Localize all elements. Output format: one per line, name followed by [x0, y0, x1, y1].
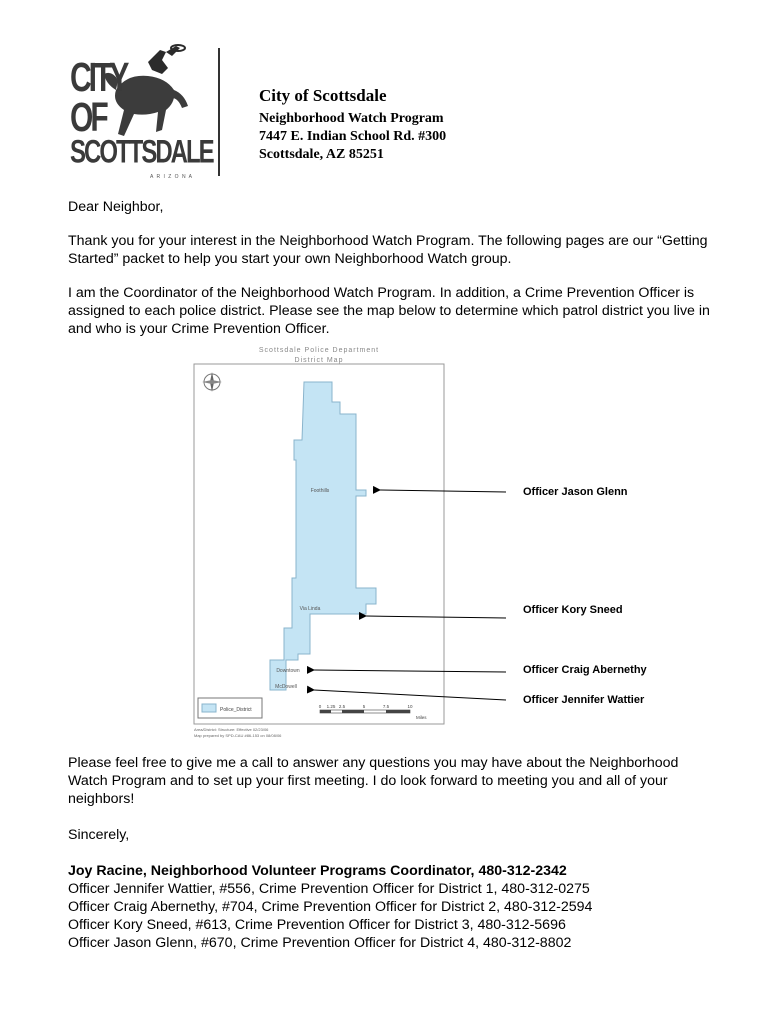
officer-label-kory-sneed: Officer Kory Sneed — [523, 604, 623, 616]
paragraph-intro: Thank you for your interest in the Neighborhood Watch Program. The following pages are our “Getting Started” packet to help you start your own Neighborhood Watch group. — [68, 233, 708, 267]
scale-label-5: 10 — [407, 704, 413, 709]
map-subtitle: District Map — [294, 357, 344, 364]
district-foothills-label: Foothills — [310, 488, 330, 494]
officer-label-jason-glenn: Officer Jason Glenn — [523, 486, 628, 498]
map-footnote-1: Area/District: Structure: Effective 02/23/06 — [194, 727, 269, 732]
district-downtown-label: Downtown — [276, 668, 300, 674]
scale-label-3: 5 — [362, 704, 366, 709]
officer-contact-line: Officer Craig Abernethy, #704, Crime Prevention Officer for District 2, 480-312-2594 — [68, 899, 593, 915]
district-via-linda-label: Via Linda — [299, 606, 321, 612]
scale-label-2: 2.5 — [338, 704, 346, 709]
logo-arizona: A R I Z O N A — [150, 174, 194, 180]
officer-label-craig-abernethy: Officer Craig Abernethy — [523, 664, 647, 676]
paragraph-coordinator: I am the Coordinator of the Neighborhood Watch Program. In addition, a Crime Prevention Officer is assigned to each police district. Please see the map below to determine which patrol district you live in and who is your Crime Prevention Officer. — [68, 285, 710, 337]
header-city: Scottsdale, AZ 85251 — [259, 147, 384, 162]
arrow-jason-glenn — [380, 490, 506, 492]
district-mcdowell-label: McDowell — [275, 684, 297, 690]
map-footnote-2: Map prepared by SPD-CAU #86-153 on 08/08/06 — [194, 733, 282, 738]
header-program: Neighborhood Watch Program — [259, 111, 444, 126]
officer-contact-line: Officer Jennifer Wattier, #556, Crime Prevention Officer for District 1, 480-312-0275 — [68, 881, 590, 897]
officer-label-jennifer-wattier: Officer Jennifer Wattier — [523, 694, 645, 706]
coordinator-line: Joy Racine, Neighborhood Volunteer Programs Coordinator, 480-312-2342 — [68, 863, 567, 879]
arrow-craig-abernethy — [314, 670, 506, 672]
scale-label-4: 7.5 — [382, 704, 390, 709]
scale-label-1: 1.25 — [326, 704, 336, 709]
officer-contact-line: Officer Kory Sneed, #613, Crime Prevention Officer for District 3, 480-312-5696 — [68, 917, 566, 933]
officer-contact-line: Officer Jason Glenn, #670, Crime Prevention Officer for District 4, 480-312-8802 — [68, 935, 572, 951]
sign-off: Sincerely, — [68, 827, 130, 843]
scale-unit: Miles — [416, 715, 427, 720]
legend-label: Police_District — [220, 707, 252, 713]
header-title: City of Scottsdale — [259, 86, 387, 105]
arrow-kory-sneed — [366, 616, 506, 618]
greeting: Dear Neighbor, — [68, 199, 164, 215]
logo-of-word: OF — [70, 96, 106, 141]
scale-label-0: 0 — [318, 704, 322, 709]
logo-city-word: CITY — [70, 56, 127, 101]
map-title: Scottsdale Police Department — [258, 347, 380, 354]
paragraph-closing: Please feel free to give me a call to answer any questions you may have about the Neighborhood Watch Program and to set up your first meeting. I do look forward to meeting you and all of your neighbors! — [68, 755, 679, 807]
header-street: 7447 E. Indian School Rd. #300 — [259, 129, 447, 144]
logo-scottsdale-word: SCOTTSDALE — [70, 134, 213, 171]
signature-block — [68, 862, 718, 952]
arrow-jennifer-wattier — [314, 690, 506, 700]
